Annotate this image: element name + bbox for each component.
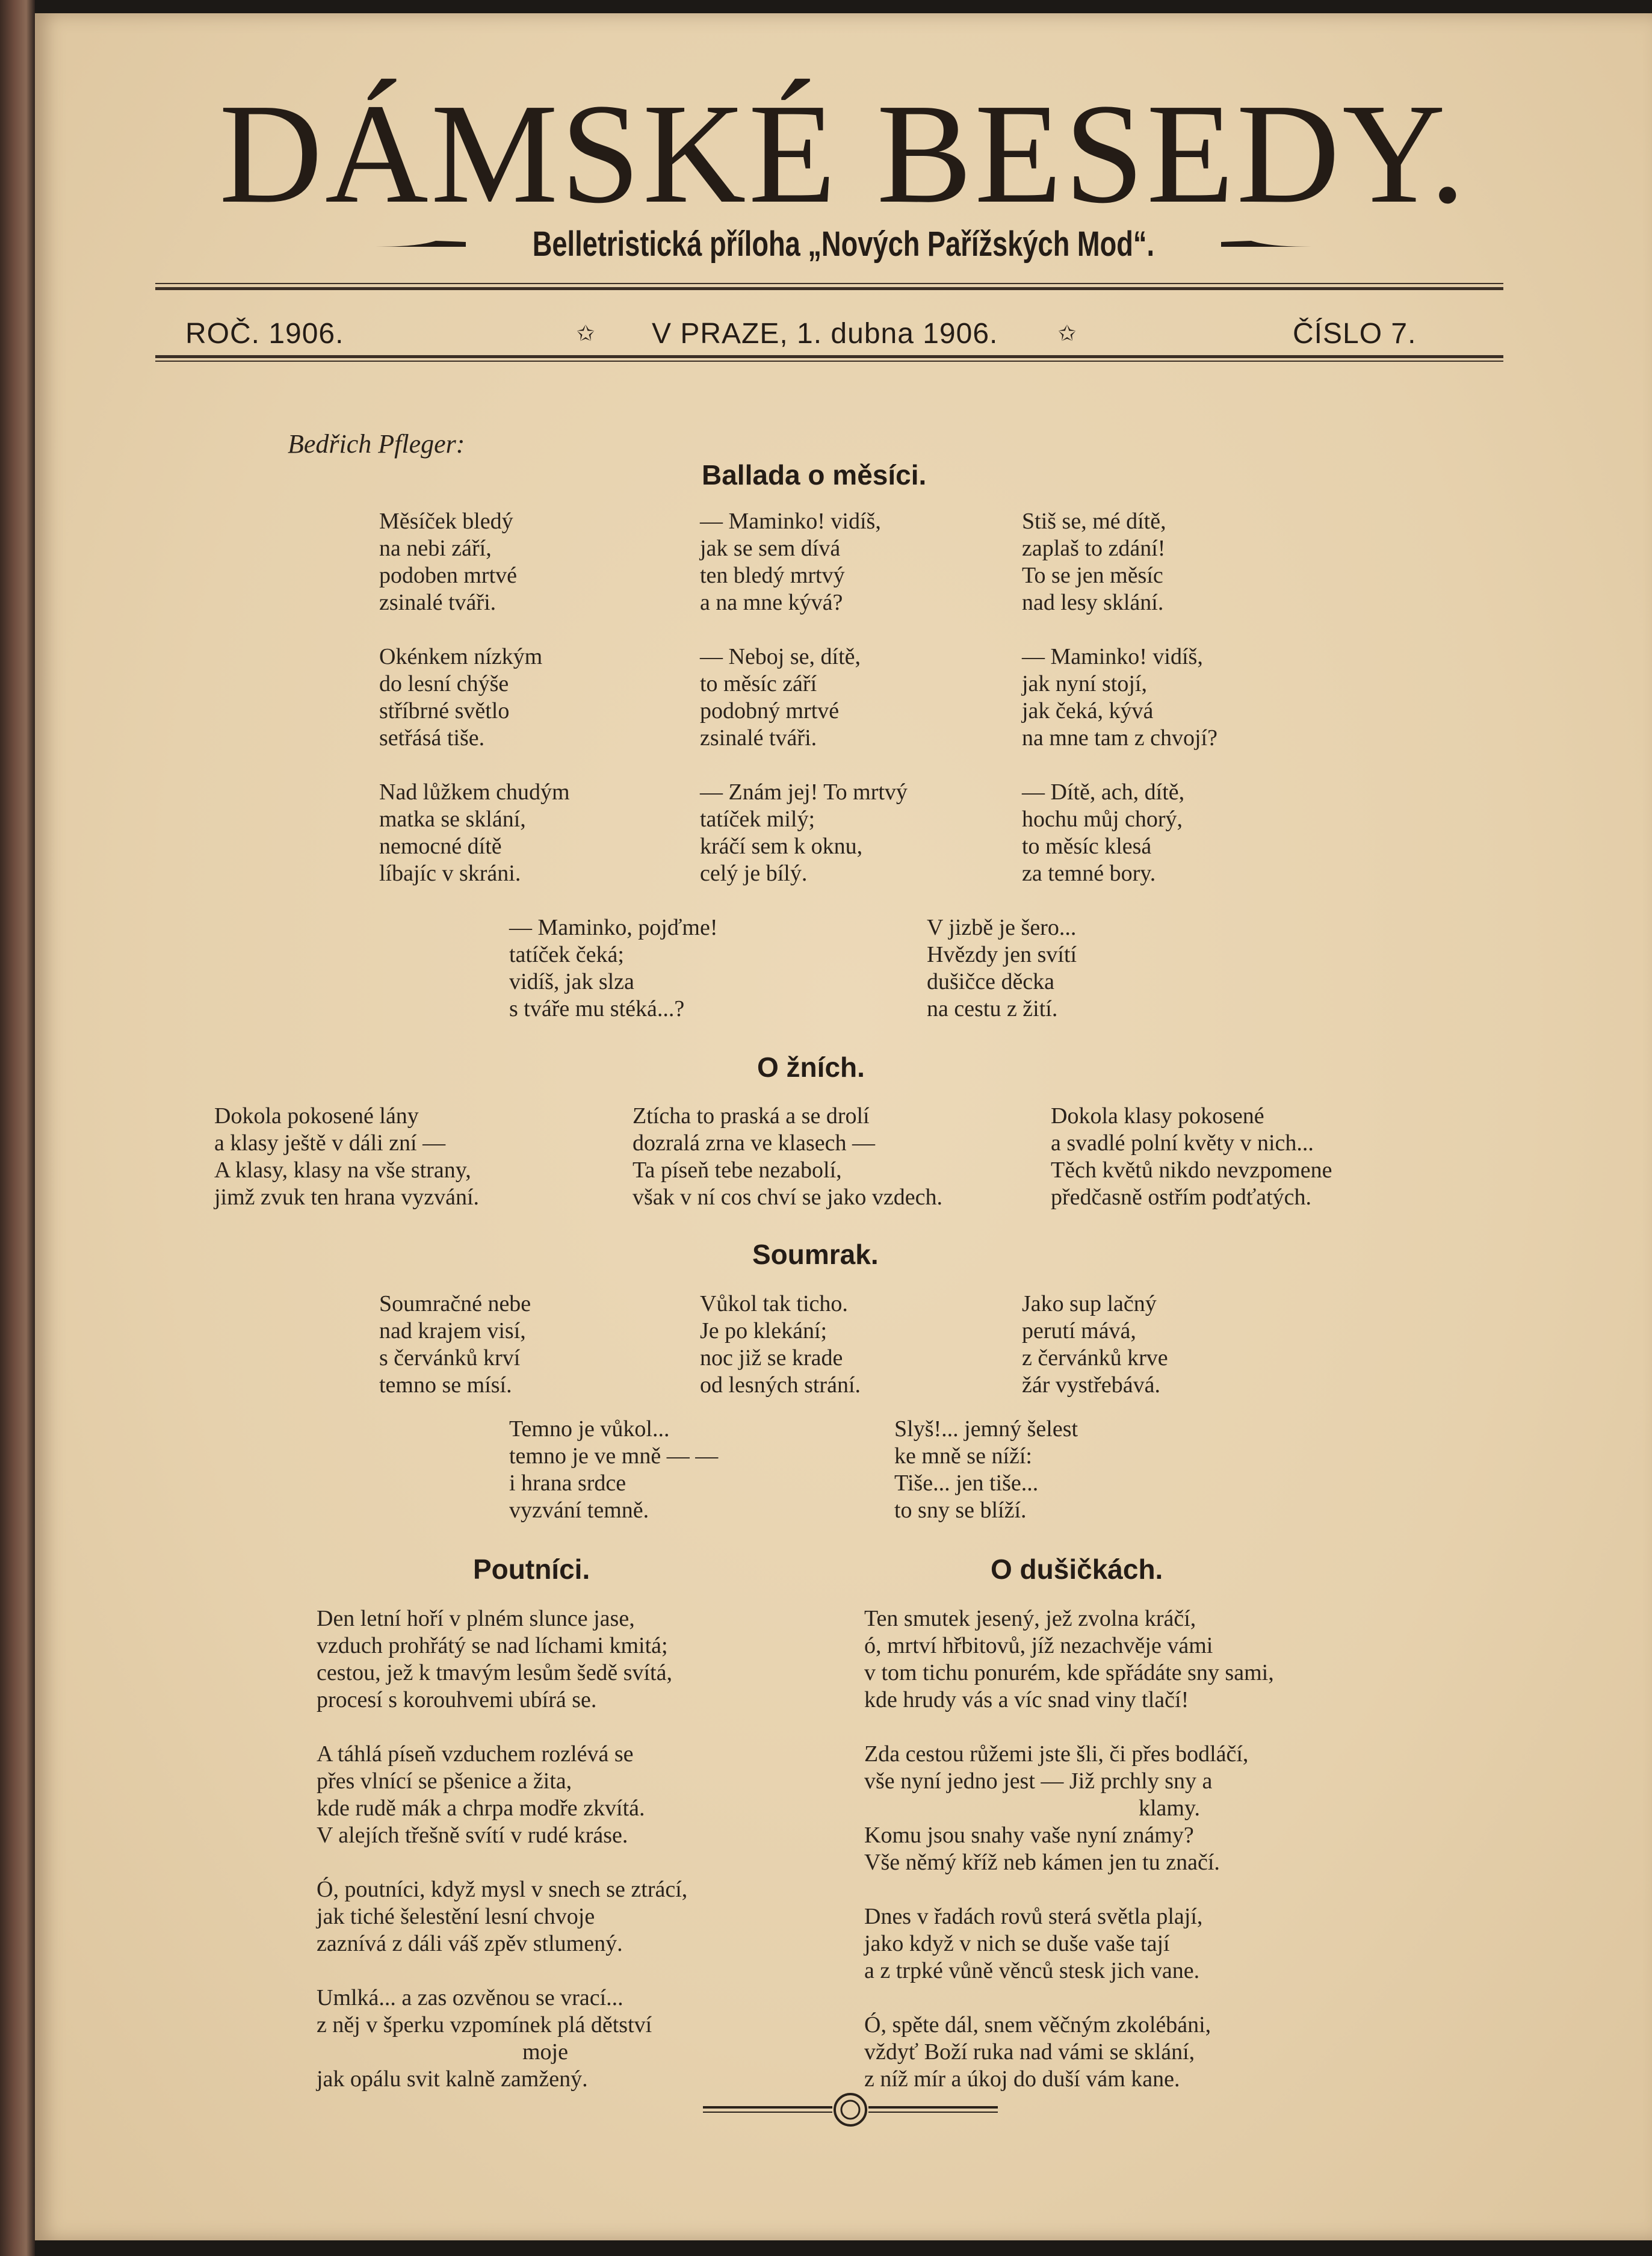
stanza-break: [317, 1714, 687, 1741]
verse-line: zaznívá z dáli váš zpěv stlumený.: [317, 1931, 623, 1956]
verse-line: z níž mír a úkoj do duší vám kane.: [864, 2066, 1180, 2092]
ballada-column-4: [509, 914, 717, 1023]
verse-line: Vůkol tak ticho.: [700, 1291, 848, 1316]
star-separator: ✩: [577, 321, 595, 346]
verse-line: na nebi září,: [379, 536, 492, 561]
stanza-break: [379, 616, 570, 643]
verse-line: kde rudě mák a chrpa modře zkvítá.: [317, 1796, 645, 1821]
verse-line: Ó, spěte dál, snem věčným zkolébáni,: [864, 2012, 1211, 2038]
verse-line: jak nyní stojí,: [1022, 671, 1147, 696]
header-rule-top-thin: [155, 283, 1503, 284]
poem-title-soumrak: Soumrak.: [752, 1239, 879, 1270]
verse-line: A klasy, klasy na vše strany,: [214, 1157, 471, 1183]
newspaper-page: [35, 13, 1652, 2240]
verse-line: vyzvání temně.: [509, 1498, 649, 1523]
verse-line: tatíček čeká;: [509, 942, 624, 967]
stanza-break: [1022, 752, 1217, 779]
soumrak-column-5: [894, 1416, 1078, 1524]
verse-line: jak opálu svit kalně zamžený.: [317, 2066, 588, 2092]
header-rule-top: [155, 287, 1503, 290]
verse-line: předčasně ostřím podťatých.: [1051, 1185, 1312, 1210]
verse-line: a svadlé polní květy v nich...: [1051, 1130, 1314, 1156]
verse-line: — Neboj se, dítě,: [700, 644, 861, 669]
verse-line: jak tiché šelestění lesní chvoje: [317, 1904, 595, 1929]
verse-line: noc již se krade: [700, 1345, 843, 1371]
header-rule-bottom: [155, 355, 1503, 358]
verse-line: kráčí sem k oknu,: [700, 834, 863, 859]
verse-line: jako když v nich se duše vaše tají: [864, 1931, 1170, 1956]
verse-line: Umlká... a zas ozvěnou se vrací...: [317, 1985, 623, 2010]
stanza-break: [700, 616, 908, 643]
verse-line: To se jen měsíc: [1022, 563, 1163, 588]
verse-line: zsinalé tváři.: [700, 725, 817, 751]
verse-line: na mne tam z chvojí?: [1022, 725, 1217, 751]
left-swash-ornament: [376, 238, 466, 250]
verse-line: stříbrné světlo: [379, 698, 510, 724]
verse-line: zaplaš to zdání!: [1022, 536, 1166, 561]
poem-title-ballada: Ballada o měsíci.: [702, 459, 927, 491]
verse-line: dušičce děcka: [927, 969, 1055, 994]
dusickach-poem: [864, 1605, 1274, 2093]
volume-label: ROČ. 1906.: [185, 318, 344, 350]
verse-line: V alejích třešně svítí v rudé kráse.: [317, 1823, 628, 1848]
verse-line: Hvězdy jen svítí: [927, 942, 1077, 967]
poutnici-poem: [317, 1605, 687, 2093]
verse-line: vždyť Boží ruka nad vámi se sklání,: [864, 2039, 1195, 2065]
verse-line: hochu můj chorý,: [1022, 807, 1183, 832]
verse-line: jak čeká, kývá: [1022, 698, 1154, 724]
verse-line: to měsíc klesá: [1022, 834, 1152, 859]
verse-line: Je po klekání;: [700, 1318, 828, 1343]
ballada-column-2: [700, 508, 908, 887]
verse-line: ó, mrtví hřbitovů, jíž nezachvěje vámi: [864, 1633, 1213, 1658]
stanza-break: [317, 1957, 687, 1985]
verse-line: Ten smutek jesený, jež zvolna kráčí,: [864, 1606, 1196, 1631]
verse-line: Zda cestou růžemi jste šli, či přes bodláčí,: [864, 1741, 1249, 1767]
verse-line: přes vlnící se pšenice a žita,: [317, 1768, 572, 1794]
verse-line: tatíček milý;: [700, 807, 815, 832]
verse-line: temno se mísí.: [379, 1372, 512, 1398]
place-date: V PRAZE, 1. dubna 1906.: [652, 318, 998, 350]
verse-line: to sny se blíží.: [894, 1498, 1027, 1523]
stanza-break: [379, 752, 570, 779]
verse-line: nad lesy sklání.: [1022, 590, 1164, 615]
verse-line: Den letní hoří v plném slunce jase,: [317, 1606, 635, 1631]
stanza-break: [864, 1985, 1274, 2012]
verse-line: podoben mrtvé: [379, 563, 518, 588]
verse-line: vzduch prohřátý se nad líchami kmitá;: [317, 1633, 668, 1658]
verse-line: v tom tichu ponurém, kde spřádáte sny sami,: [864, 1660, 1274, 1685]
verse-line: Temno je vůkol...: [509, 1416, 670, 1442]
verse-line: kde hrudy vás a víc snad viny tlačí!: [864, 1687, 1189, 1712]
verse-line: i hrana srdce: [509, 1470, 626, 1496]
verse-line: Jako sup lačný: [1022, 1291, 1157, 1316]
poem-author: Bedřich Pfleger:: [288, 429, 465, 459]
verse-line: — Maminko, pojďme!: [509, 915, 718, 940]
verse-line: celý je bílý.: [700, 861, 808, 886]
verse-line: Dnes v řadách rovů sterá světla plají,: [864, 1904, 1203, 1929]
verse-line: Dokola klasy pokosené: [1051, 1103, 1264, 1129]
verse-line: matka se sklání,: [379, 807, 526, 832]
soumrak-column-3: [1022, 1291, 1168, 1399]
verse-line: Slyš!... jemný šelest: [894, 1416, 1078, 1442]
stanza-break: [864, 1714, 1274, 1741]
verse-line: vidíš, jak slza: [509, 969, 634, 994]
verse-line: vše nyní jedno jest — Již prchly sny a: [864, 1768, 1213, 1794]
verse-line: moje: [317, 2039, 568, 2065]
poem-title-poutnici: Poutníci.: [473, 1554, 590, 1585]
verse-line: Měsíček bledý: [379, 509, 513, 534]
verse-line: ke mně se níží:: [894, 1443, 1032, 1469]
masthead-title: DÁMSKÉ BESEDY.: [219, 75, 1468, 233]
star-separator: ✩: [1058, 321, 1077, 346]
verse-line: s červánků krví: [379, 1345, 521, 1371]
verse-line: Dokola pokosené lány: [214, 1103, 419, 1129]
poem-title-dusickach: O dušičkách.: [991, 1554, 1163, 1585]
verse-line: jimž zvuk ten hrana vyzvání.: [214, 1185, 480, 1210]
verse-line: líbajíc v skráni.: [379, 861, 521, 886]
znich-column-3: [1051, 1103, 1332, 1211]
verse-line: a klasy ještě v dáli zní —: [214, 1130, 446, 1156]
verse-line: podobný mrtvé: [700, 698, 840, 724]
verse-line: Tiše... jen tiše...: [894, 1470, 1039, 1496]
ballada-column-3: [1022, 508, 1217, 887]
verse-line: Okénkem nízkým: [379, 644, 543, 669]
stanza-break: [700, 752, 908, 779]
soumrak-column-2: [700, 1291, 861, 1399]
verse-line: Vše němý kříž neb kámen jen tu značí.: [864, 1850, 1220, 1875]
verse-line: na cestu z žití.: [927, 996, 1058, 1021]
verse-line: — Maminko! vidíš,: [700, 509, 881, 534]
verse-line: temno je ve mně — —: [509, 1443, 719, 1469]
masthead-subtitle: Belletristická příloha „Nových Pařížských Mod“.: [532, 225, 1155, 264]
right-swash-ornament: [1221, 238, 1311, 250]
verse-line: setřásá tiše.: [379, 725, 485, 751]
verse-line: nad krajem visí,: [379, 1318, 526, 1343]
verse-line: — Dítě, ach, dítě,: [1022, 779, 1185, 805]
verse-line: od lesných strání.: [700, 1372, 861, 1398]
stanza-break: [1022, 616, 1217, 643]
soumrak-column-1: [379, 1291, 531, 1399]
znich-column-2: [633, 1103, 942, 1211]
verse-line: procesí s korouhvemi ubírá se.: [317, 1687, 597, 1712]
verse-line: klamy.: [864, 1796, 1201, 1821]
verse-line: A táhlá píseň vzduchem rozlévá se: [317, 1741, 634, 1767]
verse-line: Ztícha to praská a se drolí: [633, 1103, 870, 1129]
soumrak-column-4: [509, 1416, 718, 1524]
verse-line: perutí mává,: [1022, 1318, 1136, 1343]
header-rule-bottom-thin: [155, 361, 1503, 362]
verse-line: — Znám jej! To mrtvý: [700, 779, 908, 805]
ballada-column-5: [927, 914, 1077, 1023]
verse-line: Těch květů nikdo nevzpomene: [1051, 1157, 1332, 1183]
znich-column-1: [214, 1103, 479, 1211]
verse-line: Ó, poutníci, když mysl v snech se ztrácí,: [317, 1877, 688, 1902]
verse-line: však v ní cos chví se jako vzdech.: [633, 1185, 942, 1210]
verse-line: jak se sem dívá: [700, 536, 841, 561]
verse-line: cestou, jež k tmavým lesům šedě svítá,: [317, 1660, 672, 1685]
verse-line: Stiš se, mé dítě,: [1022, 509, 1166, 534]
verse-line: Ta píseň tebe nezabolí,: [633, 1157, 842, 1183]
poem-title-znich: O žních.: [757, 1052, 865, 1083]
masthead-subtitle-row: [35, 224, 1652, 264]
verse-line: dozralá zrna ve klasech —: [633, 1130, 876, 1156]
verse-line: ten bledý mrtvý: [700, 563, 845, 588]
verse-line: s tváře mu stéká...?: [509, 996, 685, 1021]
verse-line: za temné bory.: [1022, 861, 1156, 886]
closing-ornament: [703, 2093, 998, 2129]
verse-line: a na mne kývá?: [700, 590, 843, 615]
book-binding: [0, 0, 35, 2256]
stanza-break: [864, 1876, 1274, 1903]
verse-line: z červánků krve: [1022, 1345, 1168, 1371]
verse-line: do lesní chýše: [379, 671, 509, 696]
ballada-column-1: [379, 508, 570, 887]
verse-line: z něj v šperku vzpomínek plá dětství: [317, 2012, 652, 2038]
verse-line: V jizbě je šero...: [927, 915, 1077, 940]
verse-line: zsinalé tváři.: [379, 590, 497, 615]
verse-line: žár vystřebává.: [1022, 1372, 1160, 1398]
verse-line: — Maminko! vidíš,: [1022, 644, 1203, 669]
verse-line: to měsíc září: [700, 671, 817, 696]
verse-line: Nad lůžkem chudým: [379, 779, 570, 805]
verse-line: Komu jsou snahy vaše nyní známy?: [864, 1823, 1194, 1848]
verse-line: nemocné dítě: [379, 834, 502, 859]
verse-line: a z trpké vůně věnců stesk jich vane.: [864, 1958, 1200, 1983]
stanza-break: [317, 1849, 687, 1876]
issue-number: ČÍSLO 7.: [1293, 318, 1417, 350]
verse-line: Soumračné nebe: [379, 1291, 531, 1316]
